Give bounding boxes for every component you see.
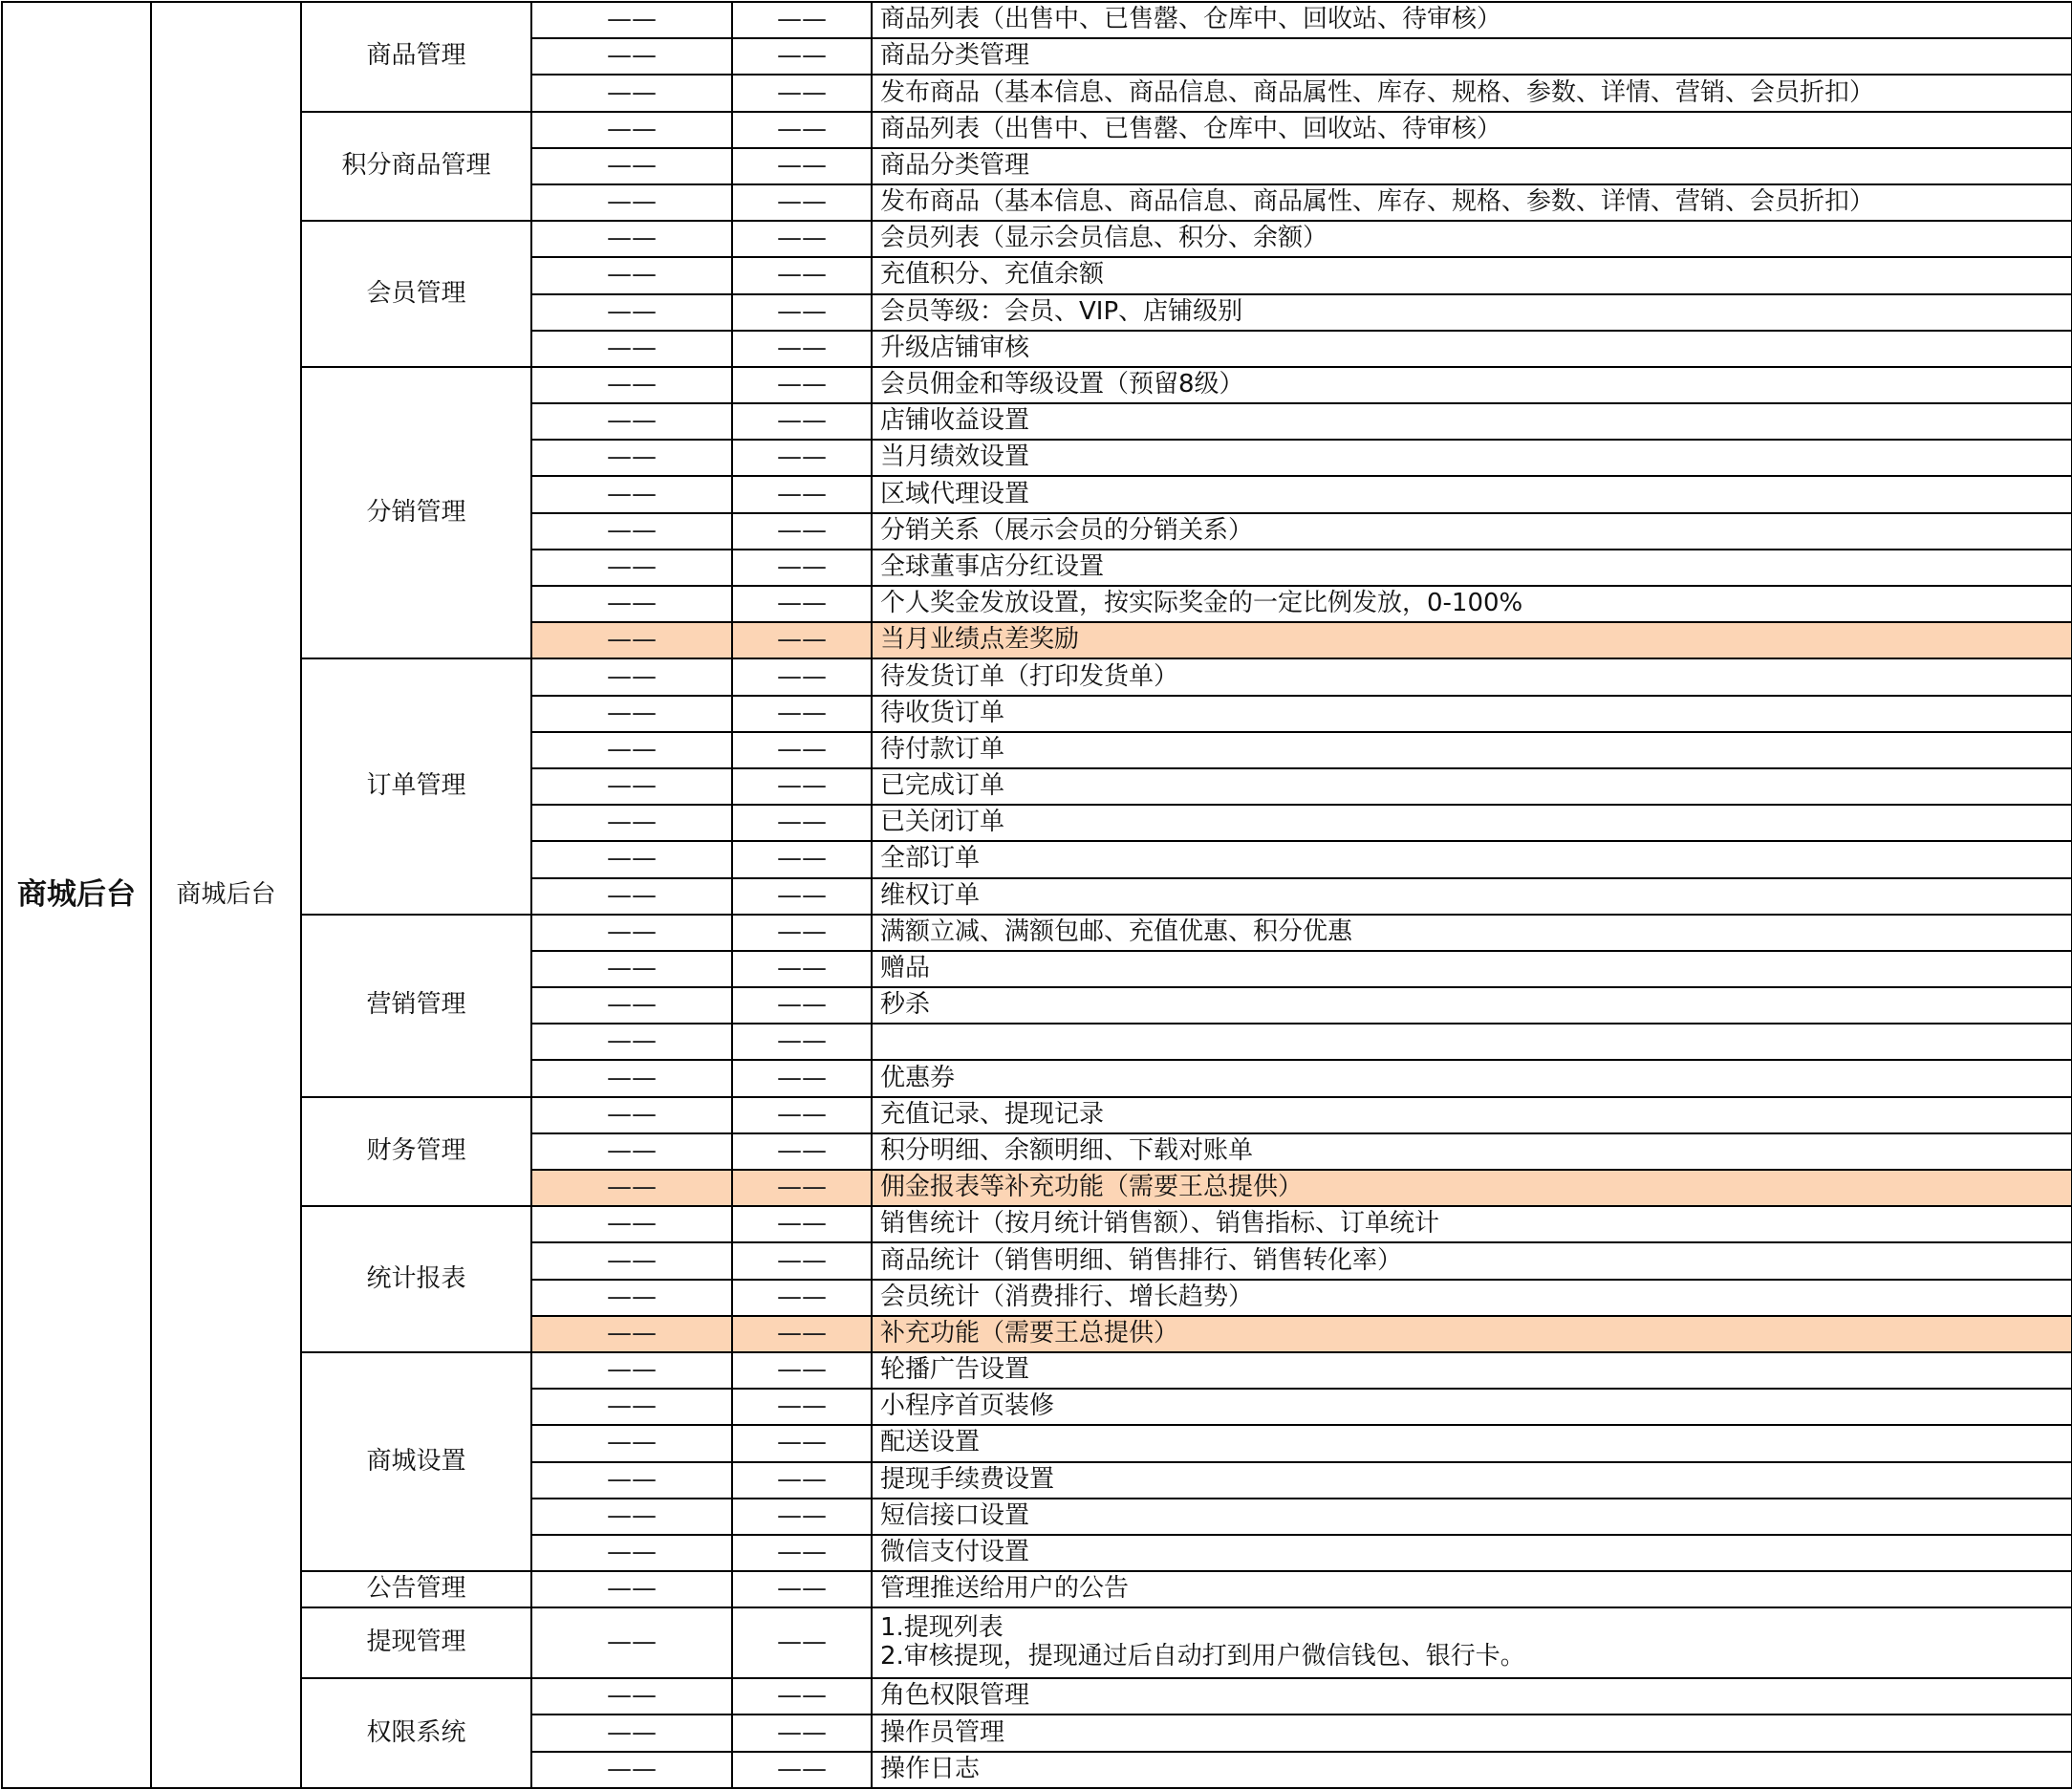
- placeholder-dash-cell: ——: [732, 1097, 872, 1133]
- placeholder-dash-cell: ——: [531, 1607, 732, 1678]
- placeholder-dash-cell: ——: [732, 622, 872, 658]
- placeholder-dash-cell: ——: [531, 367, 732, 403]
- feature-description-cell: 全球董事店分红设置: [872, 550, 2072, 586]
- placeholder-dash-cell: ——: [531, 257, 732, 293]
- placeholder-dash-cell: ——: [732, 1316, 872, 1352]
- placeholder-dash-cell: ——: [732, 1280, 872, 1316]
- placeholder-dash-cell: ——: [732, 476, 872, 512]
- feature-description-cell: 管理推送给用户的公告: [872, 1571, 2072, 1607]
- placeholder-dash-cell: ——: [531, 1389, 732, 1425]
- placeholder-dash-cell: ——: [531, 184, 732, 221]
- placeholder-dash-cell: ——: [531, 550, 732, 586]
- feature-description-cell: 补充功能（需要王总提供）: [872, 1316, 2072, 1352]
- feature-description-cell: 轮播广告设置: [872, 1352, 2072, 1389]
- feature-description-cell: 提现手续费设置: [872, 1462, 2072, 1499]
- table-row: [2, 658, 2072, 695]
- placeholder-dash-cell: ——: [732, 1752, 872, 1788]
- placeholder-dash-cell: ——: [732, 221, 872, 257]
- feature-description-cell: 销售统计（按月统计销售额）、销售指标、订单统计: [872, 1206, 2072, 1242]
- feature-description-cell: 分销关系（展示会员的分销关系）: [872, 513, 2072, 550]
- feature-description-cell: 会员列表（显示会员信息、积分、余额）: [872, 221, 2072, 257]
- placeholder-dash-cell: ——: [531, 658, 732, 695]
- feature-description-cell: 操作日志: [872, 1752, 2072, 1788]
- placeholder-dash-cell: ——: [531, 915, 732, 951]
- placeholder-dash-cell: ——: [732, 38, 872, 75]
- feature-description-cell: 当月业绩点差奖励: [872, 622, 2072, 658]
- placeholder-dash-cell: ——: [732, 1715, 872, 1751]
- placeholder-dash-cell: ——: [732, 331, 872, 367]
- feature-description-cell: 操作员管理: [872, 1715, 2072, 1751]
- feature-description-cell: [872, 1607, 2072, 1678]
- group-name-cell: 分销管理: [301, 367, 531, 659]
- group-name-cell: 订单管理: [301, 658, 531, 914]
- placeholder-dash-cell: ——: [531, 1097, 732, 1133]
- placeholder-dash-cell: ——: [531, 403, 732, 440]
- feature-description-cell: 发布商品（基本信息、商品信息、商品属性、库存、规格、参数、详情、营销、会员折扣）: [872, 75, 2072, 111]
- table-row: [2, 1607, 2072, 1678]
- placeholder-dash-cell: ——: [732, 112, 872, 148]
- placeholder-dash-cell: ——: [732, 1352, 872, 1389]
- placeholder-dash-cell: ——: [732, 1607, 872, 1678]
- module-name-cell: 商城后台: [151, 2, 301, 1788]
- feature-description-cell: 秒杀: [872, 987, 2072, 1024]
- placeholder-dash-cell: ——: [732, 768, 872, 805]
- placeholder-dash-cell: ——: [531, 38, 732, 75]
- placeholder-dash-cell: ——: [531, 513, 732, 550]
- table-row: [2, 1678, 2072, 1715]
- feature-description-cell: 优惠券: [872, 1060, 2072, 1096]
- placeholder-dash-cell: ——: [732, 1425, 872, 1461]
- table-row: [2, 1206, 2072, 1242]
- placeholder-dash-cell: ——: [531, 1060, 732, 1096]
- table-row: [2, 367, 2072, 403]
- placeholder-dash-cell: ——: [732, 1024, 872, 1060]
- placeholder-dash-cell: ——: [531, 1535, 732, 1571]
- placeholder-dash-cell: ——: [531, 1280, 732, 1316]
- table-row: [2, 1097, 2072, 1133]
- placeholder-dash-cell: ——: [531, 1242, 732, 1279]
- placeholder-dash-cell: ——: [531, 1170, 732, 1206]
- placeholder-dash-cell: ——: [732, 550, 872, 586]
- feature-description-cell: 区域代理设置: [872, 476, 2072, 512]
- feature-description-line: 2.审核提现，提现通过后自动打到用户微信钱包、银行卡。: [880, 1642, 1525, 1671]
- group-name-cell: 提现管理: [301, 1607, 531, 1678]
- placeholder-dash-cell: ——: [732, 367, 872, 403]
- table-row: [2, 2, 2072, 38]
- placeholder-dash-cell: ——: [732, 805, 872, 841]
- placeholder-dash-cell: ——: [531, 331, 732, 367]
- feature-description-cell: 小程序首页装修: [872, 1389, 2072, 1425]
- feature-description-cell: 配送设置: [872, 1425, 2072, 1461]
- table-row: [2, 112, 2072, 148]
- table-row: [2, 1571, 2072, 1607]
- feature-description-cell: 已完成订单: [872, 768, 2072, 805]
- feature-description-cell: 升级店铺审核: [872, 331, 2072, 367]
- placeholder-dash-cell: ——: [531, 2, 732, 38]
- placeholder-dash-cell: ——: [732, 184, 872, 221]
- placeholder-dash-cell: ——: [531, 1425, 732, 1461]
- placeholder-dash-cell: ——: [732, 951, 872, 987]
- feature-description-cell: 待付款订单: [872, 732, 2072, 768]
- feature-description-line: 1.提现列表: [880, 1613, 1004, 1643]
- placeholder-dash-cell: ——: [732, 75, 872, 111]
- placeholder-dash-cell: ——: [531, 294, 732, 331]
- feature-description-cell: 全部订单: [872, 841, 2072, 877]
- feature-description-cell: 会员佣金和等级设置（预留8级）: [872, 367, 2072, 403]
- placeholder-dash-cell: ——: [531, 622, 732, 658]
- placeholder-dash-cell: ——: [732, 987, 872, 1024]
- group-name-cell: 权限系统: [301, 1678, 531, 1788]
- group-name-cell: 会员管理: [301, 221, 531, 367]
- placeholder-dash-cell: ——: [732, 732, 872, 768]
- placeholder-dash-cell: ——: [732, 1462, 872, 1499]
- feature-description-cell: 商品分类管理: [872, 148, 2072, 184]
- feature-description-cell: 充值积分、充值余额: [872, 257, 2072, 293]
- group-name-cell: 财务管理: [301, 1097, 531, 1207]
- feature-description-cell: 充值记录、提现记录: [872, 1097, 2072, 1133]
- feature-description-cell: 满额立减、满额包邮、充值优惠、积分优惠: [872, 915, 2072, 951]
- placeholder-dash-cell: ——: [732, 148, 872, 184]
- placeholder-dash-cell: ——: [732, 1133, 872, 1170]
- feature-description-cell: 微信支付设置: [872, 1535, 2072, 1571]
- placeholder-dash-cell: ——: [531, 1715, 732, 1751]
- feature-description-cell: 当月绩效设置: [872, 440, 2072, 476]
- table-row: [2, 1352, 2072, 1389]
- placeholder-dash-cell: ——: [531, 1752, 732, 1788]
- feature-description-cell: 已关闭订单: [872, 805, 2072, 841]
- placeholder-dash-cell: ——: [531, 112, 732, 148]
- placeholder-dash-cell: ——: [732, 696, 872, 732]
- placeholder-dash-cell: ——: [531, 221, 732, 257]
- placeholder-dash-cell: ——: [732, 878, 872, 915]
- feature-description-cell: 商品列表（出售中、已售罄、仓库中、回收站、待审核）: [872, 112, 2072, 148]
- feature-table: [1, 1, 2072, 1789]
- placeholder-dash-cell: ——: [732, 1535, 872, 1571]
- placeholder-dash-cell: ——: [732, 658, 872, 695]
- placeholder-dash-cell: ——: [531, 951, 732, 987]
- placeholder-dash-cell: ——: [531, 1352, 732, 1389]
- placeholder-dash-cell: ——: [732, 1170, 872, 1206]
- placeholder-dash-cell: ——: [732, 1242, 872, 1279]
- placeholder-dash-cell: ——: [732, 1389, 872, 1425]
- group-name-cell: 统计报表: [301, 1206, 531, 1352]
- placeholder-dash-cell: ——: [531, 1462, 732, 1499]
- placeholder-dash-cell: ——: [732, 841, 872, 877]
- feature-description-cell: [872, 1024, 2072, 1060]
- placeholder-dash-cell: ——: [531, 1024, 732, 1060]
- group-name-cell: 商城设置: [301, 1352, 531, 1571]
- placeholder-dash-cell: ——: [732, 257, 872, 293]
- placeholder-dash-cell: ——: [732, 2, 872, 38]
- placeholder-dash-cell: ——: [531, 696, 732, 732]
- table-row: [2, 221, 2072, 257]
- placeholder-dash-cell: ——: [732, 403, 872, 440]
- feature-description-cell: 角色权限管理: [872, 1678, 2072, 1715]
- group-name-cell: 商品管理: [301, 2, 531, 112]
- feature-description-cell: 短信接口设置: [872, 1499, 2072, 1535]
- placeholder-dash-cell: ——: [732, 294, 872, 331]
- table-row: [2, 915, 2072, 951]
- placeholder-dash-cell: ——: [531, 75, 732, 111]
- group-name-cell: 积分商品管理: [301, 112, 531, 222]
- feature-table-body: [2, 2, 2072, 1788]
- placeholder-dash-cell: ——: [531, 148, 732, 184]
- placeholder-dash-cell: ——: [531, 841, 732, 877]
- feature-description-cell: 个人奖金发放设置，按实际奖金的一定比例发放，0-100%: [872, 586, 2072, 622]
- feature-description-cell: 会员等级：会员、VIP、店铺级别: [872, 294, 2072, 331]
- placeholder-dash-cell: ——: [732, 586, 872, 622]
- feature-description-cell: 商品统计（销售明细、销售排行、销售转化率）: [872, 1242, 2072, 1279]
- placeholder-dash-cell: ——: [732, 1206, 872, 1242]
- placeholder-dash-cell: ——: [531, 878, 732, 915]
- placeholder-dash-cell: ——: [531, 1571, 732, 1607]
- placeholder-dash-cell: ——: [531, 476, 732, 512]
- feature-description-cell: 商品分类管理: [872, 38, 2072, 75]
- placeholder-dash-cell: ——: [732, 915, 872, 951]
- group-name-cell: 营销管理: [301, 915, 531, 1097]
- placeholder-dash-cell: ——: [531, 732, 732, 768]
- placeholder-dash-cell: ——: [531, 987, 732, 1024]
- placeholder-dash-cell: ——: [732, 440, 872, 476]
- feature-description-cell: 赠品: [872, 951, 2072, 987]
- feature-description-cell: 会员统计（消费排行、增长趋势）: [872, 1280, 2072, 1316]
- placeholder-dash-cell: ——: [531, 1316, 732, 1352]
- feature-description-cell: 佣金报表等补充功能（需要王总提供）: [872, 1170, 2072, 1206]
- placeholder-dash-cell: ——: [531, 768, 732, 805]
- placeholder-dash-cell: ——: [531, 440, 732, 476]
- placeholder-dash-cell: ——: [732, 513, 872, 550]
- feature-description-cell: 发布商品（基本信息、商品信息、商品属性、库存、规格、参数、详情、营销、会员折扣）: [872, 184, 2072, 221]
- placeholder-dash-cell: ——: [732, 1060, 872, 1096]
- feature-description-cell: 待收货订单: [872, 696, 2072, 732]
- placeholder-dash-cell: ——: [531, 1499, 732, 1535]
- placeholder-dash-cell: ——: [531, 805, 732, 841]
- placeholder-dash-cell: ——: [531, 1678, 732, 1715]
- group-name-cell: 公告管理: [301, 1571, 531, 1607]
- feature-description-cell: 店铺收益设置: [872, 403, 2072, 440]
- feature-description-cell: 积分明细、余额明细、下载对账单: [872, 1133, 2072, 1170]
- feature-description-cell: 维权订单: [872, 878, 2072, 915]
- placeholder-dash-cell: ——: [531, 1133, 732, 1170]
- feature-description-cell: 待发货订单（打印发货单）: [872, 658, 2072, 695]
- placeholder-dash-cell: ——: [732, 1678, 872, 1715]
- placeholder-dash-cell: ——: [531, 586, 732, 622]
- system-name-cell: 商城后台: [2, 2, 151, 1788]
- placeholder-dash-cell: ——: [531, 1206, 732, 1242]
- placeholder-dash-cell: ——: [732, 1499, 872, 1535]
- placeholder-dash-cell: ——: [732, 1571, 872, 1607]
- feature-description-cell: 商品列表（出售中、已售罄、仓库中、回收站、待审核）: [872, 2, 2072, 38]
